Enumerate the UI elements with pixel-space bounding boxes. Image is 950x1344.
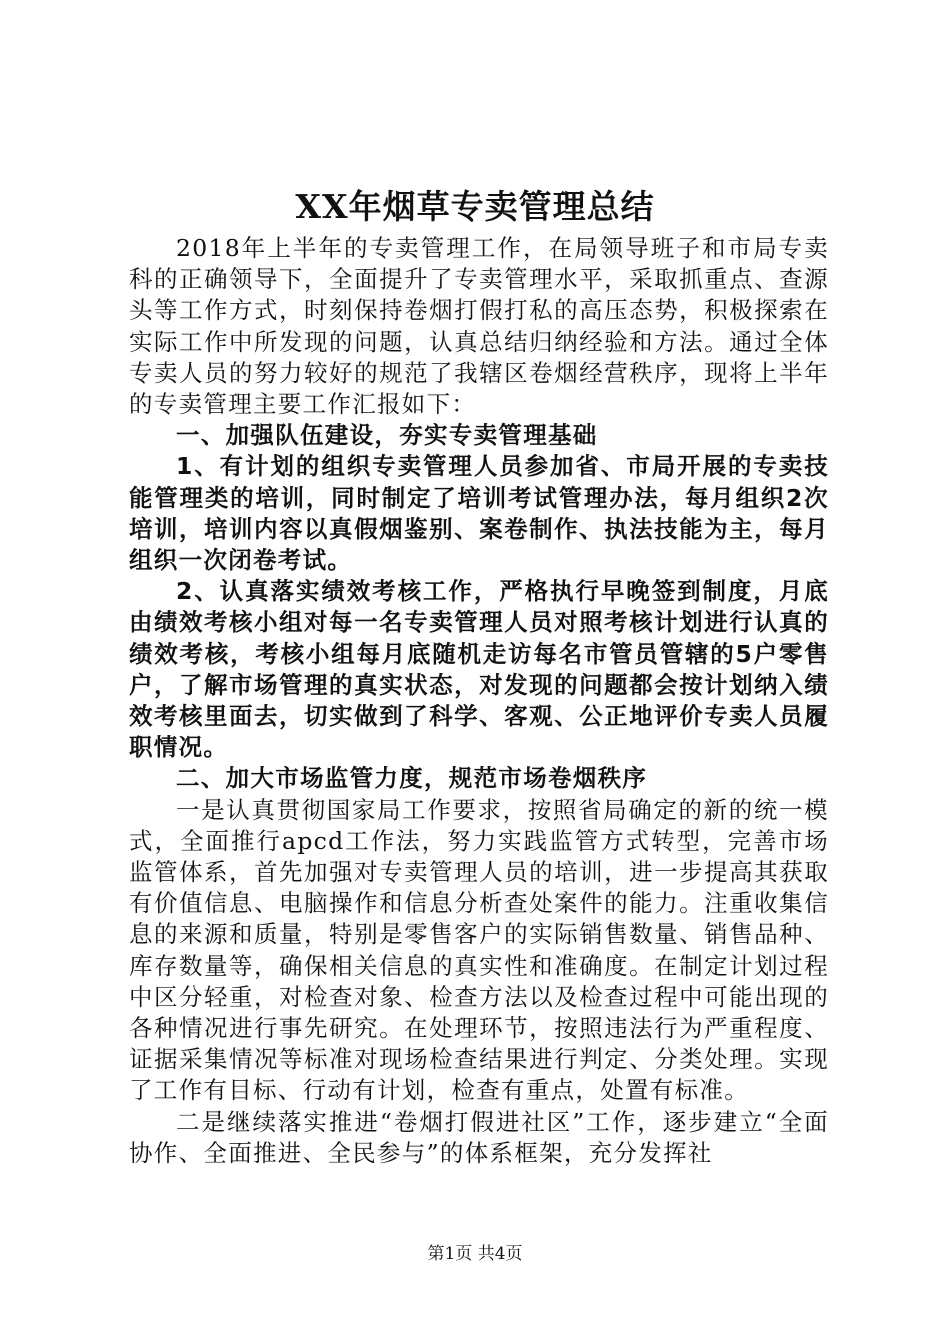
section-heading-1: 一、加强队伍建设，夯实专卖管理基础 <box>176 421 598 450</box>
section-1-item-2: 2、认真落实绩效考核工作，严格执行早晚签到制度，月底由绩效考核小组对每一名专卖管理人员对照考核计划进行认真的绩效考核，考核小组每月底随机走访每名市管员管辖的5户零售户，了解市场管理的真实状态，对发现的问题都会按计划纳入绩效考核里面去，切实做到了科学、客观、公正地评价专卖人员履职情况。 <box>129 577 829 762</box>
document-title: XX年烟草专卖管理总结 <box>295 187 655 226</box>
section-2-paragraph-1: 一是认真贯彻国家局工作要求，按照省局确定的新的统一模式，全面推行apcd工作法，努力实践监管方式转型，完善市场监管体系，首先加强对专卖管理人员的培训，进一步提高其获取有价值信息、电脑操作和信息分析查处案件的能力。注重收集信息的来源和质量，特别是零售客户的实际销售数量、销售品种、库存数量等，确保相关信息的真实性和准确度。在制定计划过程中区分轻重，对检查对象、检查方法以及检查过程中可能出现的各种情况进行事先研究。在处理环节，按照违法行为严重程度、证据采集情况等标准对现场检查结果进行判定、分类处理。实现了工作有目标、行动有计划，检查有重点，处置有标准。 <box>129 795 829 1105</box>
section-2-paragraph-2: 二是继续落实推进“卷烟打假进社区”工作，逐步建立“全面协作、全面推进、全民参与”的体系框架，充分发挥社 <box>129 1107 829 1167</box>
section-heading-2: 二、加大市场监管力度，规范市场卷烟秩序 <box>176 764 648 793</box>
document-body <box>129 233 829 1169</box>
page-footer: 第1页 共4页 <box>427 1244 523 1264</box>
section-1-item-1: 1、有计划的组织专卖管理人员参加省、市局开展的专卖技能管理类的培训，同时制定了培训考试管理办法，每月组织2次培训，培训内容以真假烟鉴别、案卷制作、执法技能为主，每月组织一次闭卷考试。 <box>129 452 829 575</box>
intro-paragraph: 2018年上半年的专卖管理工作，在局领导班子和市局专卖科的正确领导下，全面提升了专卖管理水平，采取抓重点、查源头等工作方式，时刻保持卷烟打假打私的高压态势，积极探索在实际工作中所发现的问题，认真总结归纳经验和方法。通过全体专卖人员的努力较好的规范了我辖区卷烟经营秩序，现将上半年的专卖管理主要工作汇报如下： <box>129 234 829 419</box>
